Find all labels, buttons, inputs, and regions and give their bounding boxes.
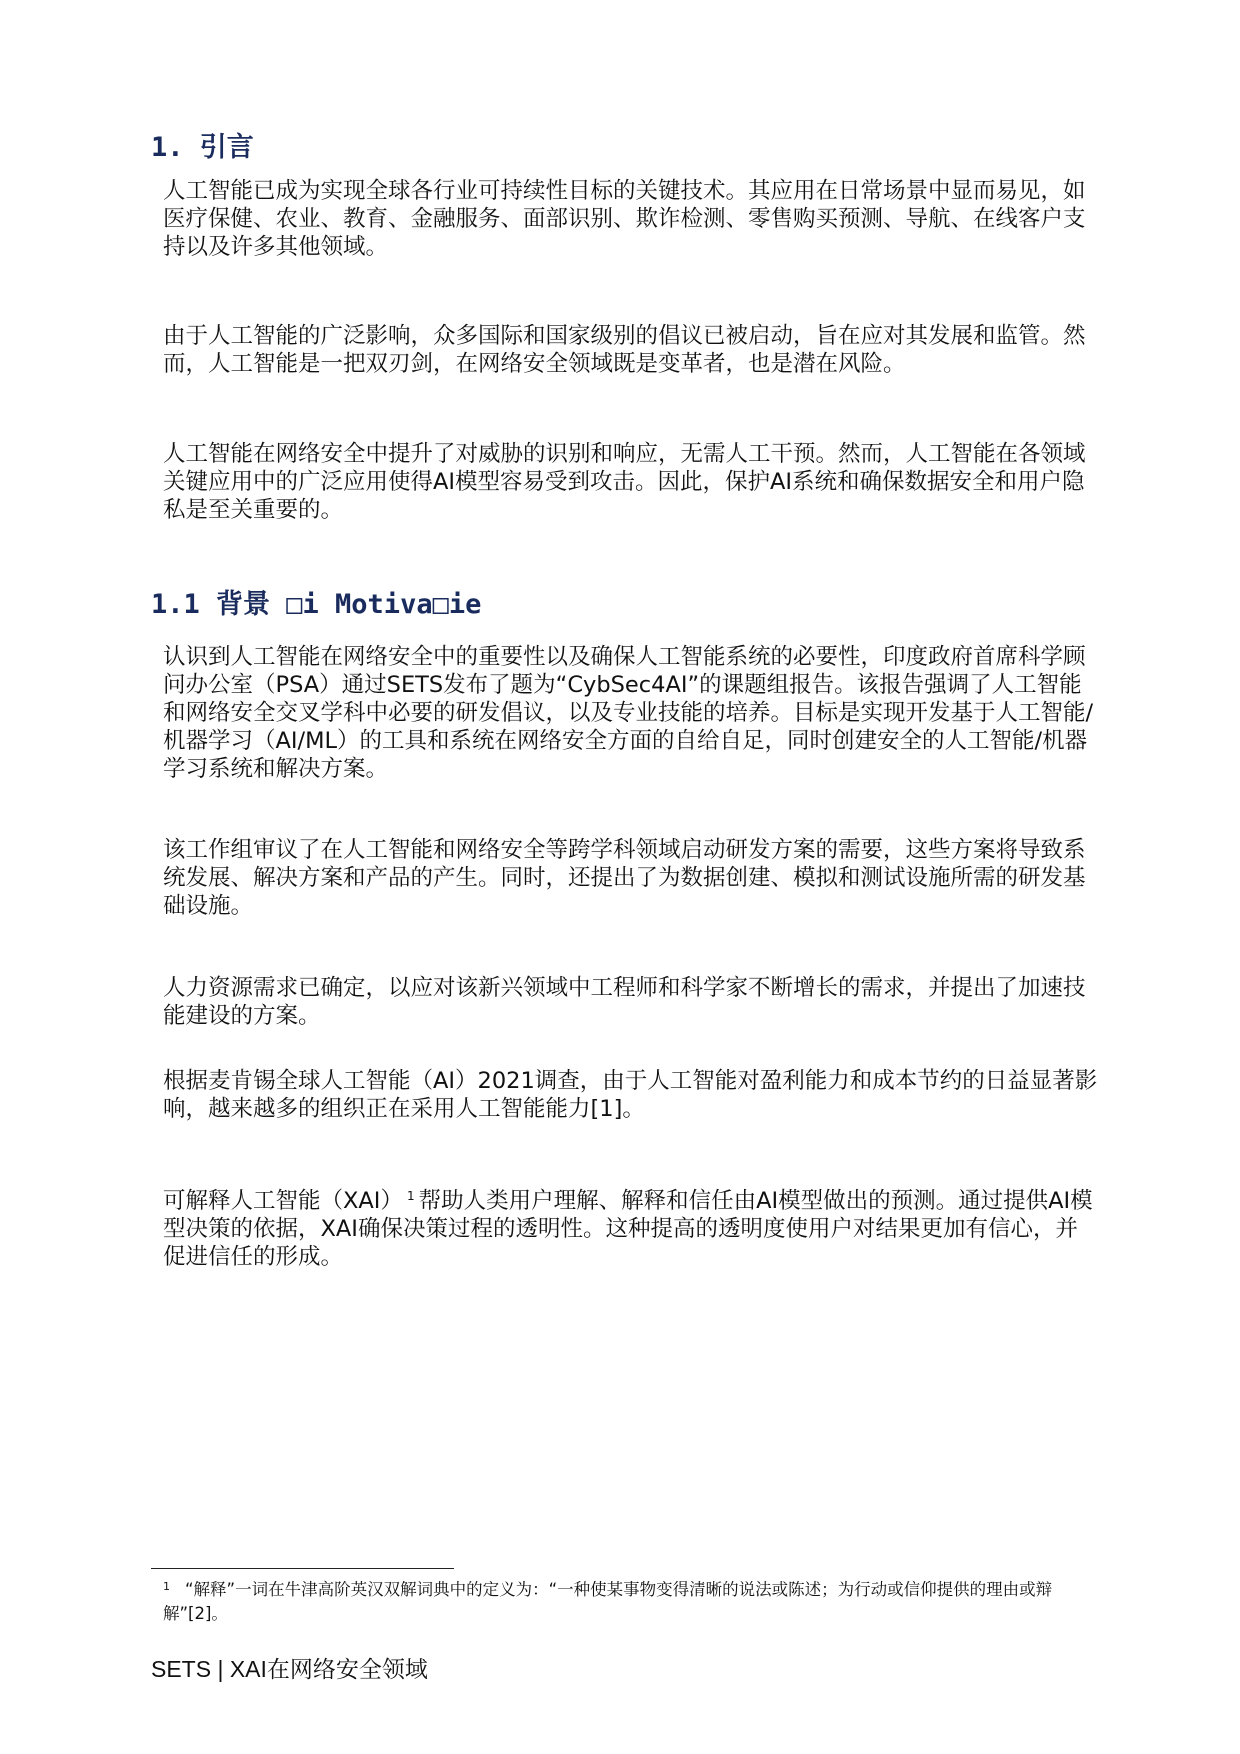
xai-paragraph-lead: 可解释人工智能（XAI） [163, 1188, 403, 1214]
section-1-1-paragraph-4: 根据麦肯锡全球人工智能（AI）2021调查，由于人工智能对盈利能力和成本节约的日益显著影响，越来越多的组织正在采用人工智能能力[1]。 [163, 1068, 1098, 1122]
section-1-paragraph-3: 人工智能在网络安全中提升了对威胁的识别和响应，无需人工干预。然而，人工智能在各领域关键应用中的广泛应用使得AI模型容易受到攻击。因此，保护AI系统和确保数据安全和用户隐私是至关重要的。 [163, 441, 1086, 523]
section-1-1-paragraph-3: 人力资源需求已确定，以应对该新兴领域中工程师和科学家不断增长的需求，并提出了加速技能建设的方案。 [163, 975, 1086, 1029]
footnote-separator [151, 1568, 454, 1569]
section-1-1-paragraph-2: 该工作组审议了在人工智能和网络安全等跨学科领域启动研发方案的需要，这些方案将导致系统发展、解决方案和产品的产生。同时，还提出了为数据创建、模拟和测试设施所需的研发基础设施。 [163, 837, 1086, 919]
footnote-marker: 1 [163, 1580, 170, 1593]
footnote-reference[interactable]: 1 [406, 1188, 415, 1203]
page-footer: SETS | XAI在网络安全领域 [151, 1656, 428, 1682]
section-1-paragraph-2: 由于人工智能的广泛影响，众多国际和国家级别的倡议已被启动，旨在应对其发展和监管。然而，人工智能是一把双刃剑，在网络安全领域既是变革者，也是潜在风险。 [163, 323, 1086, 377]
section-1-1-heading: 1.1 背景 □i Motiva□ie [151, 589, 482, 620]
section-1-paragraph-1: 人工智能已成为实现全球各行业可持续性目标的关键技术。其应用在日常场景中显而易见，如医疗保健、农业、教育、金融服务、面部识别、欺诈检测、零售购买预测、导航、在线客户支持以及许多其他领域。 [163, 178, 1086, 260]
xai-paragraph [163, 1187, 1098, 1271]
footnote-text: “解释”一词在牛津高阶英汉双解词典中的定义为：“一种使某事物变得清晰的说法或陈述；为行动或信仰提供的理由或辩解”[2]。 [163, 1580, 1053, 1623]
section-1-1-paragraph-1: 认识到人工智能在网络安全中的重要性以及确保人工智能系统的必要性，印度政府首席科学顾问办公室（PSA）通过SETS发布了题为“CybSec4AI”的课题组报告。该报告强调了人工智能和网络安全交叉学科中必要的研发倡议，以及专业技能的培养。目标是实现开发基于人工智能/机器学习（AI/ML）的工具和系统在网络安全方面的自给自足，同时创建安全的人工智能/机器学习系统和解决方案。 [163, 644, 1094, 782]
footnote [163, 1578, 1098, 1626]
section-1-heading: 1. 引言 [151, 132, 254, 163]
xai-paragraph-rest: 帮助人类用户理解、解释和信任由AI模型做出的预测。通过提供AI模型决策的依据，XAI确保决策过程的透明性。这种提高的透明度使用户对结果更加有信心，并促进信任的形成。 [163, 1188, 1093, 1270]
